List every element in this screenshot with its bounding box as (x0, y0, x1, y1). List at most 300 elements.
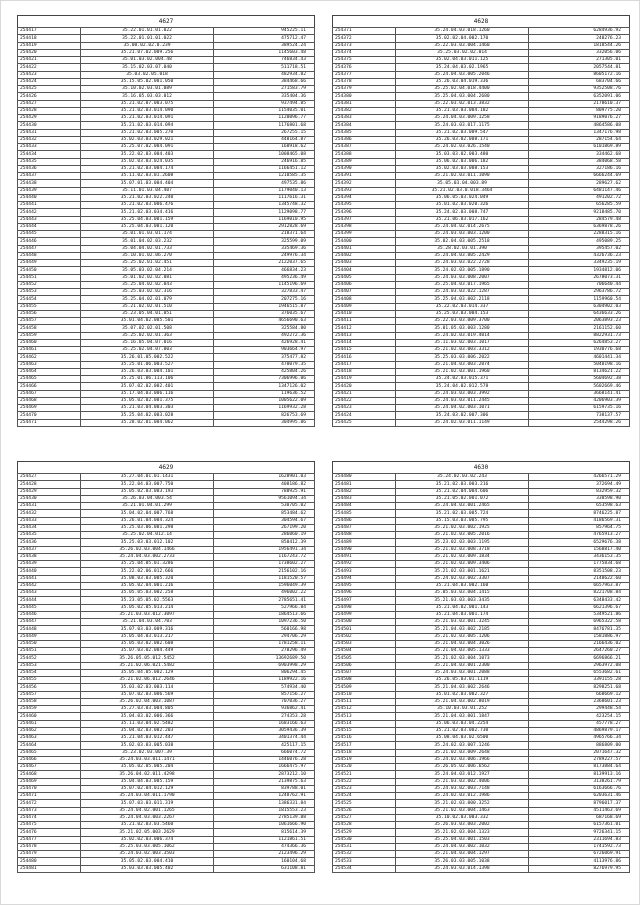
row-code-cell: 35.24.03.04.011.1790 (81, 793, 214, 800)
row-amount-cell: 2963786.72 (529, 289, 630, 296)
table-row (18, 303, 315, 310)
row-code-cell: 35.21.04.03.001.174 (396, 611, 529, 618)
table-row (18, 539, 315, 546)
row-amount-cell: 2178610.37 (529, 100, 630, 107)
table-row (333, 865, 630, 872)
row-amount-cell: 4601441.34 (529, 354, 630, 361)
row-amount-cell: 945225.11 (214, 28, 315, 35)
row-amount-cell: 495236.49 (214, 274, 315, 281)
table-row (18, 590, 315, 597)
row-code-cell: 35.24.04.03.002.2733 (81, 553, 214, 560)
row-amount-cell: 6264853.27 (529, 339, 630, 346)
row-id-cell: 254416 (333, 354, 396, 361)
table-row (18, 354, 315, 361)
table-row (333, 590, 630, 597)
row-amount-cell: 1628901.03 (214, 474, 315, 481)
table-row (18, 151, 315, 158)
row-amount-cell: 496002.22 (214, 590, 315, 597)
row-id-cell: 254504 (333, 648, 396, 655)
panel-title: 4628 (332, 15, 630, 27)
row-amount-cell: 857156.27 (214, 691, 315, 698)
row-code-cell: 35.24.04.02.012.578 (396, 383, 529, 390)
row-code-cell: 35.21.02.06.021.5482 (81, 662, 214, 669)
row-code-cell: 35.02.04.03.011.125 (396, 57, 529, 64)
table-row (18, 325, 315, 332)
row-code-cell: 35.05.05.03.002.258 (81, 590, 214, 597)
row-code-cell: 35.11.02.03.01.2608 (81, 173, 214, 180)
row-code-cell: 35.21.02.03.006.476 (81, 202, 214, 209)
row-code-cell: 35.04.02.03.002.203 (81, 727, 214, 734)
row-code-cell: 35.25.04.02.003.028 (81, 412, 214, 419)
row-id-cell: 254432 (18, 510, 81, 517)
row-id-cell: 254399 (333, 231, 396, 238)
table-row (18, 553, 315, 560)
table-row (18, 858, 315, 865)
table-row (333, 252, 630, 259)
table-row (333, 771, 630, 778)
row-amount-cell: 7306996.06 (214, 376, 315, 383)
table-row (333, 347, 630, 354)
table-row (333, 136, 630, 143)
row-id-cell: 254530 (333, 836, 396, 843)
table-row (333, 764, 630, 771)
row-amount-cell: 1775834.68 (529, 561, 630, 568)
row-code-cell: 35.16.05.03.03.012 (81, 93, 214, 100)
row-code-cell: 35.21.02.03.009.3406 (396, 561, 529, 568)
row-code-cell: 35.25.03.03.006.2022 (396, 354, 529, 361)
table-row (18, 100, 315, 107)
row-id-cell: 254481 (333, 481, 396, 488)
row-id-cell: 254459 (18, 706, 81, 713)
table-row (18, 851, 315, 858)
row-code-cell: 35.22.03.03.004.1460 (396, 42, 529, 49)
row-code-cell: 35.21.04.02.001.143 (396, 604, 529, 611)
table-row (333, 64, 630, 71)
row-amount-cell: 666074.72 (214, 749, 315, 756)
row-amount-cell: 271583.79 (214, 86, 315, 93)
row-id-cell: 254515 (333, 727, 396, 734)
row-id-cell: 254482 (333, 488, 396, 495)
row-id-cell: 254533 (333, 858, 396, 865)
row-amount-cell: 1097236.50 (214, 619, 315, 626)
row-code-cell: 35.01.05.03.003.1280 (396, 325, 529, 332)
row-code-cell: 35.25.01.06.003.527 (81, 361, 214, 368)
table-row (18, 347, 315, 354)
row-amount-cell: 289627.62 (529, 180, 630, 187)
row-id-cell: 254444 (18, 597, 81, 604)
row-id-cell: 254420 (333, 383, 396, 390)
row-amount-cell: 527966.84 (214, 604, 315, 611)
row-amount-cell: 3138261.79 (529, 778, 630, 785)
row-code-cell: 35.24.02.03.008.747 (396, 209, 529, 216)
row-code-cell: 35.28.02.01.004.062 (81, 419, 214, 426)
row-id-cell: 254464 (18, 742, 81, 749)
row-code-cell: 35.25.04.03.001.159 (81, 216, 214, 223)
row-id-cell: 254450 (18, 640, 81, 647)
row-amount-cell: 2166436.02 (529, 640, 630, 647)
table-row (333, 158, 630, 165)
row-code-cell: 35.25.04.03.004.2680 (396, 93, 529, 100)
row-id-cell: 254464 (18, 368, 81, 375)
table-row (18, 684, 315, 691)
row-code-cell: 35.21.03.03.004.182 (396, 107, 529, 114)
row-id-cell: 254463 (18, 735, 81, 742)
row-id-cell: 254425 (18, 86, 81, 93)
row-amount-cell: 4113976.86 (529, 858, 630, 865)
row-id-cell: 254469 (18, 405, 81, 412)
row-id-cell: 254441 (18, 202, 81, 209)
row-id-cell: 254486 (333, 517, 396, 524)
table-row (333, 93, 630, 100)
row-amount-cell: 6965322.58 (529, 619, 630, 626)
row-id-cell: 254389 (333, 158, 396, 165)
row-id-cell: 254383 (333, 115, 396, 122)
row-code-cell: 35.21.02.03.004.1463 (396, 807, 529, 814)
table-row (333, 28, 630, 35)
row-code-cell: 35.24.02.03.015.371 (396, 376, 529, 383)
row-id-cell: 254452 (18, 281, 81, 288)
row-amount-cell: 335469.36 (214, 245, 315, 252)
row-code-cell: 35.21.02.04.004.606 (396, 488, 529, 495)
table-row (18, 778, 315, 785)
table-row (18, 633, 315, 640)
data-table (17, 473, 315, 873)
row-id-cell: 254443 (18, 216, 81, 223)
row-amount-cell: 286060.19 (214, 532, 315, 539)
row-id-cell: 254418 (18, 35, 81, 42)
table-row (333, 510, 630, 517)
row-amount-cell: 683704.66 (529, 78, 630, 85)
table-row (18, 720, 315, 727)
row-code-cell: 35.04.04.02.01.733 (81, 245, 214, 252)
row-id-cell: 254458 (18, 325, 81, 332)
row-id-cell: 254373 (333, 42, 396, 49)
row-amount-cell: 6348433.42 (529, 597, 630, 604)
row-code-cell: 35.24.03.02.007.306 (396, 412, 529, 419)
table-row (333, 376, 630, 383)
row-id-cell: 254431 (18, 129, 81, 136)
table-row (18, 800, 315, 807)
table-row (18, 582, 315, 589)
row-code-cell: 35.21.03.03.003.3435 (396, 597, 529, 604)
row-id-cell: 254426 (18, 93, 81, 100)
row-id-cell: 254446 (18, 611, 81, 618)
row-id-cell: 254443 (18, 590, 81, 597)
row-id-cell: 254429 (18, 488, 81, 495)
table-row (333, 851, 630, 858)
table-row (18, 332, 315, 339)
row-amount-cell: 6163666.76 (529, 785, 630, 792)
row-code-cell: 35.21.02.02.01.510 (81, 303, 214, 310)
table-row (18, 368, 315, 375)
row-amount-cell: 668669.12 (529, 691, 630, 698)
row-code-cell: 35.25.04.03.002.2118 (396, 296, 529, 303)
row-code-cell: 35.24.04.03.012.1927 (396, 771, 529, 778)
row-code-cell: 35.24.03.03.017.1175 (396, 122, 529, 129)
row-amount-cell: 497535.86 (214, 180, 315, 187)
row-amount-cell: 304995.86 (214, 419, 315, 426)
row-id-cell: 254454 (18, 669, 81, 676)
row-amount-cell: 4206903.39 (529, 397, 630, 404)
row-amount-cell: 466834.23 (214, 267, 315, 274)
row-amount-cell: 287154.64 (529, 136, 630, 143)
row-id-cell: 254436 (18, 539, 81, 546)
row-code-cell: 35.21.02.03.002.1925 (396, 524, 529, 531)
row-code-cell: 35.22.01.01.01.022 (81, 28, 214, 35)
row-id-cell: 254433 (18, 144, 81, 151)
row-id-cell: 254479 (18, 851, 81, 858)
table-row (18, 28, 315, 35)
row-id-cell: 254422 (333, 397, 396, 404)
row-code-cell: 35.24.04.03.018.1260 (396, 28, 529, 35)
row-code-cell: 35.05.02.03.003.193 (81, 488, 214, 495)
row-amount-cell: 4511463.69 (529, 807, 630, 814)
row-code-cell: 35.08.03.03.005.320 (81, 575, 214, 582)
table-row (18, 604, 315, 611)
row-id-cell: 254514 (333, 720, 396, 727)
row-code-cell: 35.25.03.02.02.014 (396, 49, 529, 56)
table-row (18, 691, 315, 698)
row-id-cell: 254503 (333, 640, 396, 647)
row-code-cell: 35.11.03.04.02.5482 (81, 720, 214, 727)
row-amount-cell: 4326736.23 (529, 252, 630, 259)
row-code-cell: 35.24.03.03.022.2728 (396, 260, 529, 267)
table-row (333, 684, 630, 691)
row-amount-cell: 2647260.27 (529, 648, 630, 655)
row-amount-cell: 2912828.69 (214, 223, 315, 230)
row-code-cell: 35.26.03.04.003.54 (81, 495, 214, 502)
table-row (18, 640, 315, 647)
row-code-cell: 35.21.04.03.001.1847 (396, 713, 529, 720)
row-amount-cell: 1166451.12 (214, 165, 315, 172)
row-amount-cell: 248276.23 (529, 35, 630, 42)
row-amount-cell: 1666475.97 (214, 764, 315, 771)
row-amount-cell: 304594.67 (214, 517, 315, 524)
table-row (333, 223, 630, 230)
table-row (333, 669, 630, 676)
row-id-cell: 254449 (18, 633, 81, 640)
row-amount-cell: 631108.81 (214, 865, 315, 872)
table-row (18, 42, 315, 49)
table-row (333, 238, 630, 245)
row-code-cell: 35.21.04.03.004.1297 (396, 851, 529, 858)
row-amount-cell: 207275.16 (214, 296, 315, 303)
row-id-cell: 254488 (333, 532, 396, 539)
row-id-cell: 254428 (18, 107, 81, 114)
row-amount-cell: 475712.47 (214, 35, 315, 42)
row-amount-cell: 530705.02 (214, 503, 315, 510)
row-code-cell: 35.21.03.03.002.4006 (396, 778, 529, 785)
table-row (18, 742, 315, 749)
row-code-cell: 35.21.04.03.002.8019 (396, 698, 529, 705)
row-amount-cell: 218371.64 (214, 231, 315, 238)
table-row (18, 202, 315, 209)
row-amount-cell: 8276979.95 (529, 865, 630, 872)
row-code-cell: 35.07.03.03.009.316 (81, 626, 214, 633)
row-code-cell: 35.24.02.03.006.1966 (396, 756, 529, 763)
row-code-cell: 35.21.04.03.001.2300 (396, 662, 529, 669)
table-row (18, 568, 315, 575)
row-id-cell: 254467 (18, 764, 81, 771)
table-row (333, 129, 630, 136)
row-code-cell: 35.07.03.03.011.319 (81, 800, 214, 807)
table-row (18, 764, 315, 771)
row-amount-cell: 2161152.60 (529, 325, 630, 332)
row-id-cell: 254405 (333, 274, 396, 281)
table-row (18, 339, 315, 346)
table-row (18, 561, 315, 568)
table-row (18, 727, 315, 734)
table-row (18, 383, 315, 390)
row-amount-cell: 6657963.87 (529, 582, 630, 589)
row-amount-cell: 2873212.10 (214, 771, 315, 778)
table-row (333, 71, 630, 78)
row-id-cell: 254453 (18, 289, 81, 296)
table-row (333, 35, 630, 42)
row-id-cell: 254450 (18, 267, 81, 274)
table-row (18, 136, 315, 143)
row-id-cell: 254420 (18, 49, 81, 56)
table-row (333, 546, 630, 553)
row-id-cell: 254447 (18, 619, 81, 626)
row-amount-cell: 8134621.22 (529, 368, 630, 375)
table-row (18, 107, 315, 114)
row-amount-cell: 1738602.27 (214, 561, 315, 568)
table-row (333, 42, 630, 49)
table-row (333, 742, 630, 749)
row-amount-cell: 334462.68 (529, 151, 630, 158)
table-row (333, 532, 630, 539)
row-amount-cell: 5349521.86 (529, 611, 630, 618)
table-row (18, 274, 315, 281)
row-amount-cell: 8605172.16 (529, 71, 630, 78)
row-amount-cell: 267255.15 (214, 129, 315, 136)
row-amount-cell: 267199.20 (214, 524, 315, 531)
row-code-cell: 35.07.02.04.012.129 (81, 785, 214, 792)
row-id-cell: 254512 (333, 706, 396, 713)
row-id-cell: 254472 (18, 800, 81, 807)
table-row (18, 173, 315, 180)
row-amount-cell: 937494.85 (214, 100, 315, 107)
row-amount-cell: 395457.02 (529, 245, 630, 252)
row-amount-cell: 425804.26 (214, 368, 315, 375)
row-code-cell: 35.11.03.02.003.1017 (396, 339, 529, 346)
table-row (333, 539, 630, 546)
table-row (333, 793, 630, 800)
row-amount-cell: 4656690.63 (214, 318, 315, 325)
row-amount-cell: 1568817.40 (529, 546, 630, 553)
row-code-cell: 35.08.04.03.02.6500 (396, 735, 529, 742)
row-code-cell: 35.21.02.03.034.416 (81, 209, 214, 216)
row-amount-cell: 327186.16 (529, 165, 630, 172)
row-id-cell: 254516 (333, 735, 396, 742)
table-row (18, 223, 315, 230)
row-code-cell: 35.15.05.02.001.050 (81, 78, 214, 85)
row-amount-cell: 8476781.35 (529, 626, 630, 633)
row-amount-cell: 1159960.54 (529, 296, 630, 303)
row-amount-cell: 8822931.73 (529, 332, 630, 339)
row-id-cell: 254465 (18, 749, 81, 756)
row-amount-cell: 687168.69 (529, 814, 630, 821)
row-amount-cell: 294706.29 (214, 633, 315, 640)
row-code-cell: 35.24.02.03.019.4014 (396, 332, 529, 339)
row-code-cell: 35.25.02.04.012.14 (81, 532, 214, 539)
row-id-cell: 254461 (18, 720, 81, 727)
row-amount-cell: 271305.01 (529, 57, 630, 64)
row-code-cell: 35.21.02.03.014.091 (81, 115, 214, 122)
row-id-cell: 254498 (333, 604, 396, 611)
row-amount-cell: 6157361.01 (529, 822, 630, 829)
row-amount-cell: 1181520.57 (214, 575, 315, 582)
row-amount-cell: 857964.75 (529, 524, 630, 531)
row-id-cell: 254430 (18, 495, 81, 502)
row-id-cell: 254478 (18, 843, 81, 850)
table-row (18, 216, 315, 223)
row-code-cell: 35.03.02.05.018 (81, 71, 214, 78)
table-row (18, 289, 315, 296)
row-id-cell: 254481 (18, 865, 81, 872)
row-code-cell: 35.21.02.03.000.3252 (396, 800, 529, 807)
row-id-cell: 254407 (333, 289, 396, 296)
row-id-cell: 254476 (18, 829, 81, 836)
row-amount-cell: 2678073.31 (529, 274, 630, 281)
table-row (18, 71, 315, 78)
panel-4629 (17, 461, 315, 873)
row-id-cell: 254413 (333, 332, 396, 339)
row-amount-cell: 384068.58 (529, 158, 630, 165)
row-code-cell: 35.24.03.03.011.2445 (396, 397, 529, 404)
row-amount-cell: 1347126.02 (214, 383, 315, 390)
table-row (18, 474, 315, 481)
row-code-cell: 35.24.04.03.005.2429 (396, 252, 529, 259)
row-code-cell: 35.24.03.03.003.1200 (396, 231, 529, 238)
row-amount-cell: 119636.52 (214, 390, 315, 397)
table-row (18, 662, 315, 669)
table-row (333, 231, 630, 238)
table-row (333, 778, 630, 785)
table-row (333, 640, 630, 647)
row-amount-cell: 278296.49 (214, 648, 315, 655)
row-amount-cell: 1956491.34 (214, 546, 315, 553)
row-code-cell: 35.05.02.05.005.204 (81, 764, 214, 771)
row-code-cell: 35.22.02.06.012.666 (81, 568, 214, 575)
row-amount-cell: 4266571.29 (529, 474, 630, 481)
table-row (18, 488, 315, 495)
row-code-cell: 35.25.03.06.001.298 (81, 524, 214, 531)
row-code-cell: 35.07.01.03.004.404 (81, 180, 214, 187)
row-code-cell: 35.21.02.03.005.1206 (396, 633, 529, 640)
table-row (18, 78, 315, 85)
table-row (333, 194, 630, 201)
row-id-cell: 254385 (333, 129, 396, 136)
row-id-cell: 254505 (333, 655, 396, 662)
table-row (333, 245, 630, 252)
row-code-cell: 35.24.02.03.005.1890 (396, 267, 529, 274)
row-amount-cell: 470079.35 (214, 361, 315, 368)
row-id-cell: 254414 (333, 339, 396, 346)
table-row (18, 517, 315, 524)
row-code-cell: 35.21.04.03.002.160 (396, 582, 529, 589)
row-code-cell: 35.21.03.04.003.303 (81, 405, 214, 412)
table-row (18, 129, 315, 136)
row-amount-cell: 6903998.29 (214, 662, 315, 669)
row-amount-cell: 1815553.23 (214, 807, 315, 814)
row-code-cell: 35.07.02.03.006.569 (81, 691, 214, 698)
row-id-cell: 254522 (333, 778, 396, 785)
row-code-cell: 35.24.03.03.011.1471 (81, 756, 214, 763)
row-id-cell: 254457 (18, 691, 81, 698)
row-code-cell: 35.26.02.03.004.1466 (81, 546, 214, 553)
